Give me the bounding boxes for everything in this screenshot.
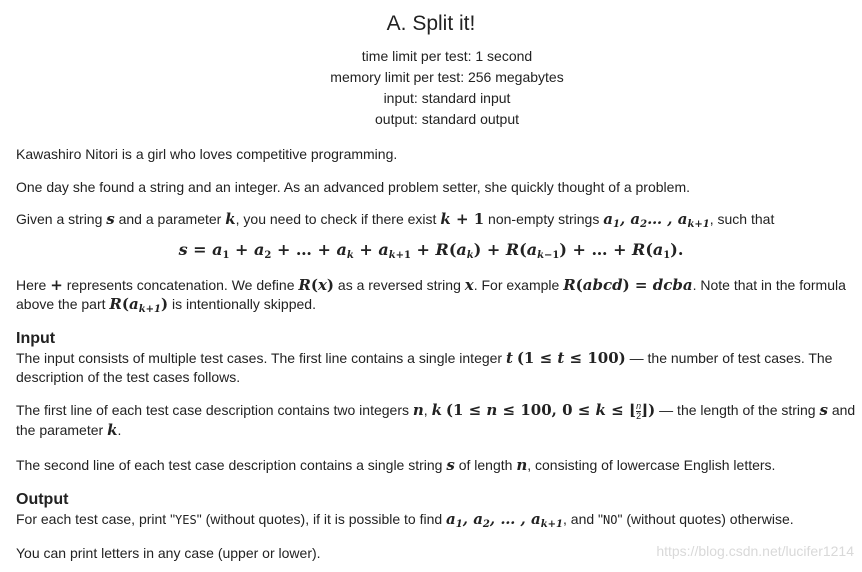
input-paragraph-2: The first line of each test case description contains two integers n, k (1 ≤ n ≤ 100, 0 ≤ k ≤ ⌊ $\frac{n}{2}$ ⌋) — the length of the string s and the parameter k. [16, 400, 856, 439]
statement-paragraph-3: Given a string s and a parameter k, you need to check if there exist k + 1 non-empty strings $a_1$, $a_2\dots$ , $a_{k+1}$, such that [16, 210, 775, 230]
input-paragraph-1: The input consists of multiple test cases. The first line contains a single integer t (1 ≤ t ≤ 100) — the number of test cases. The description of the test cases follows. [16, 349, 833, 385]
output-heading: Output [16, 491, 69, 508]
memory-limit: memory limit per test: 256 megabytes [330, 69, 564, 85]
output-paragraph-1: For each test case, print "YES" (without quotes), if it is possible to find $a_1$, $a_2$, … , $a_{k+1}$, and "NO" (without quotes) otherwise. [16, 510, 794, 530]
output-spec: output: standard output [375, 111, 519, 127]
problem-title: A. Split it! [386, 12, 476, 35]
statement-paragraph-1: Kawashiro Nitori is a girl who loves competitive programming. [16, 146, 398, 162]
time-limit: time limit per test: 1 second [361, 48, 533, 64]
watermark: https://blog.csdn.net/lucifer1214 [656, 543, 854, 559]
formula-display: $s = a_1 + a_2$ + … + $a_k + a_{k+1} + R(a_k) + R(a_{k-1})$ + … + $R(a_1)$. [178, 240, 684, 261]
statement-paragraph-4: Here + represents concatenation. We define R(x) as a reversed string x. For example R(abcd) = dcba. Note that in the formula above the part $R(a_{k+1})$ is intentionally skipped. [16, 276, 846, 315]
input-spec: input: standard input [383, 90, 511, 106]
input-paragraph-3: The second line of each test case description contains a single string s of length n, consisting of lowercase English letters. [16, 456, 776, 474]
output-paragraph-2: You can print letters in any case (upper or lower). [16, 545, 321, 561]
statement-paragraph-2: One day she found a string and an integer. As an advanced problem setter, she quickly thought of a problem. [16, 179, 690, 195]
input-heading: Input [16, 330, 56, 347]
